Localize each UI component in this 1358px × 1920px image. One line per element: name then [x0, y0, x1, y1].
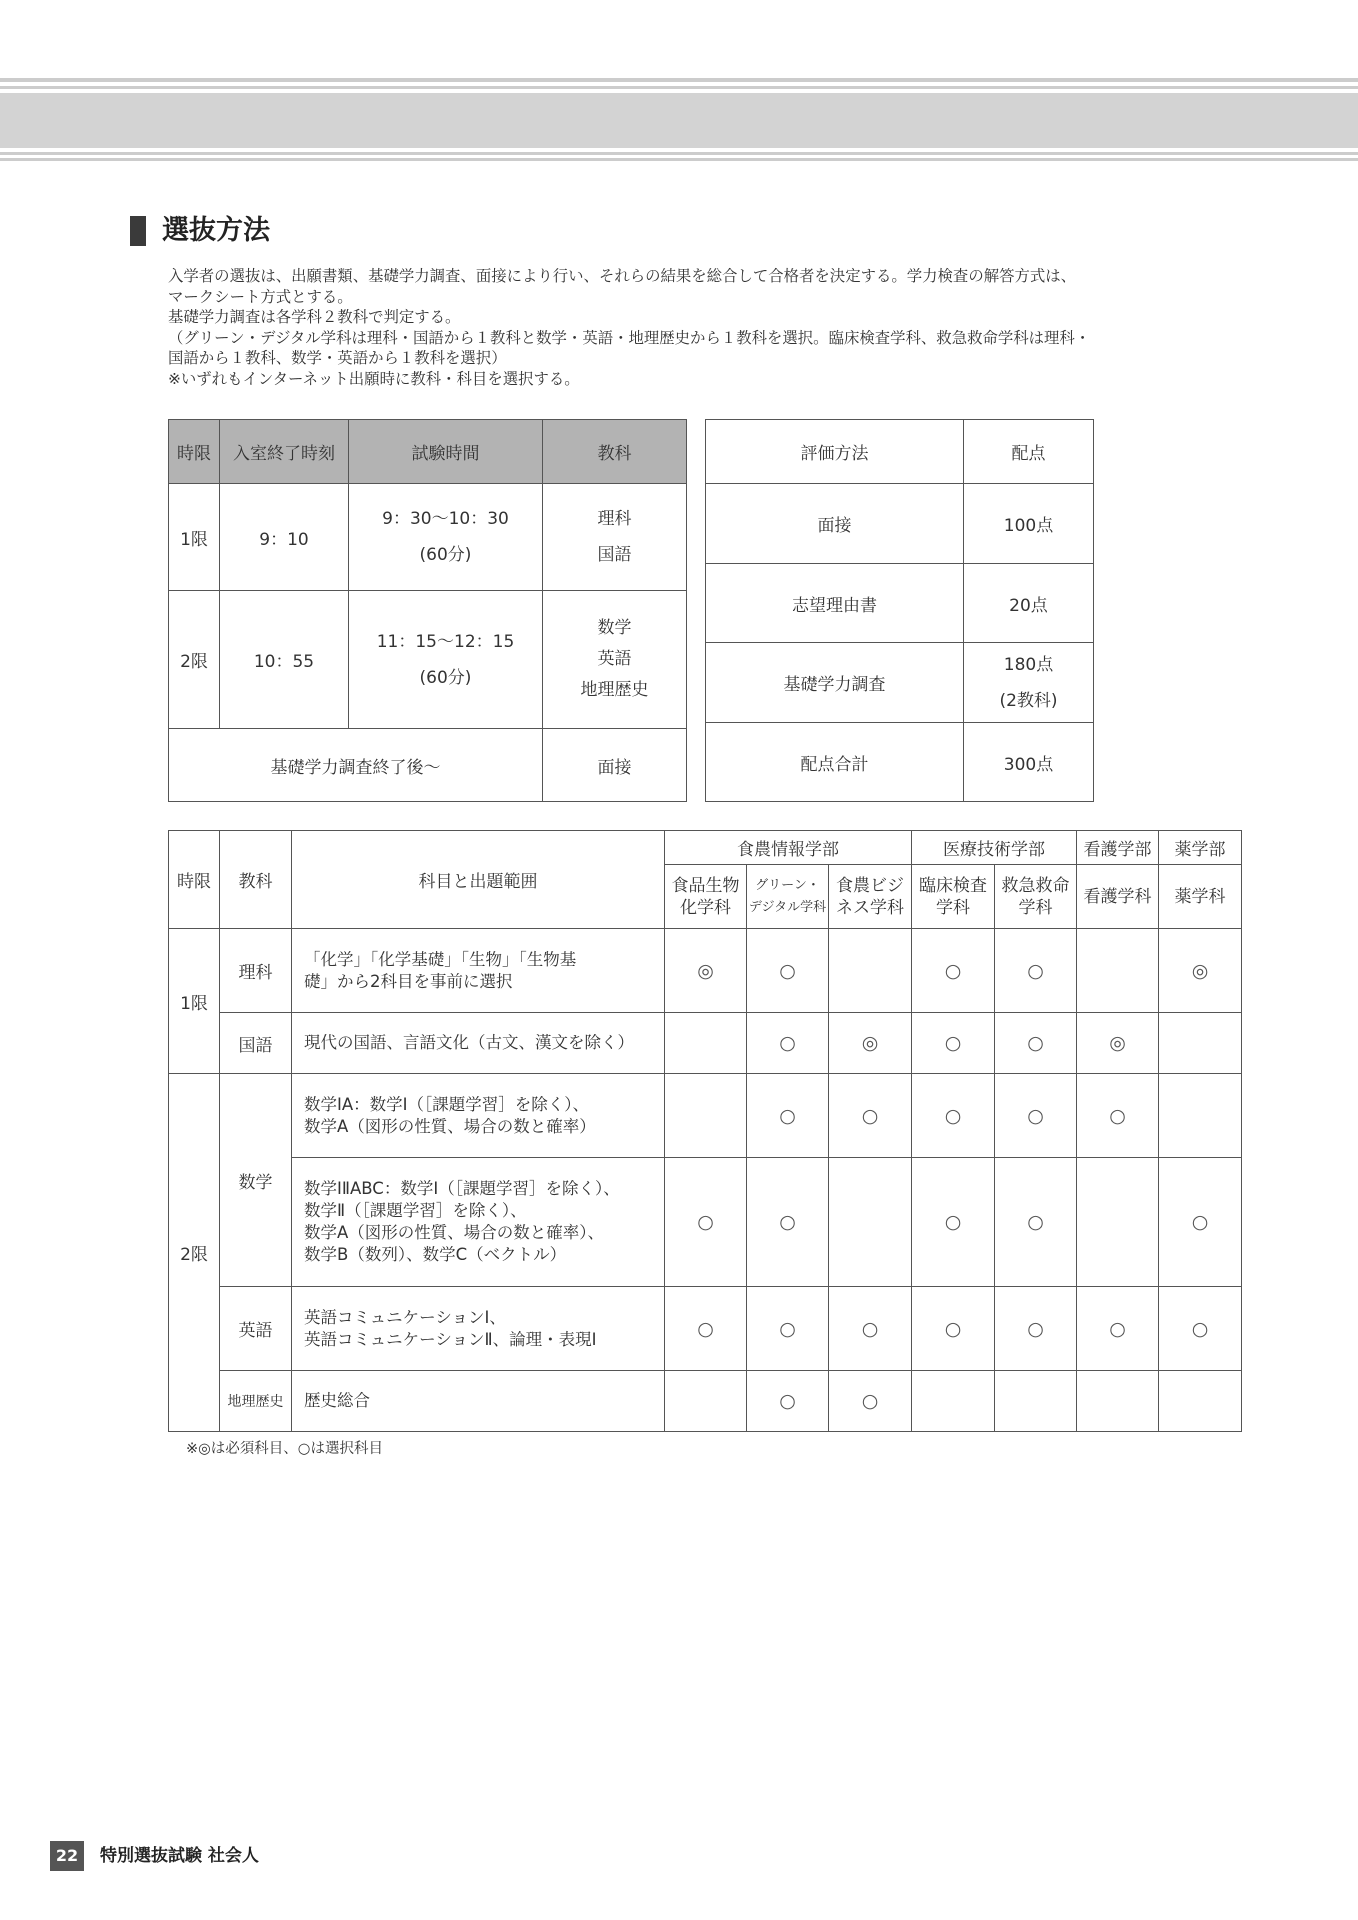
faculty-header: 医療技術学部: [912, 831, 1077, 865]
mark-cell: [665, 1371, 747, 1432]
score-row: [706, 643, 1094, 723]
department-name-line: グリーン・: [755, 877, 820, 893]
department-header: [829, 865, 912, 929]
mark-cell: [829, 1158, 912, 1287]
department-name-line: 食農ビジ: [836, 875, 904, 896]
schedule-header-period: 時限: [169, 420, 220, 484]
mark-cell: [1159, 1074, 1242, 1158]
score-method: 基礎学力調査: [706, 643, 964, 723]
subject-row: [169, 1074, 1242, 1158]
subject-group: 数学: [220, 1074, 292, 1287]
intro-line: （グリーン・デジタル学科は理科・国語から１教科と数学・英語・地理歴史から１教科を選択。臨床検査学科、救急救命学科は理科・: [168, 328, 1091, 347]
intro-line: 入学者の選抜は、出願書類、基礎学力調査、面接により行い、それらの結果を総合して合格者を決定する。学力検査の解答方式は、: [168, 267, 1077, 285]
subject-group: 理科: [220, 929, 292, 1013]
header-band-thin-line: [0, 86, 1358, 89]
department-name-line: ネス学科: [836, 897, 904, 918]
mark-cell: [665, 1013, 747, 1074]
exam-time-range: 11：15〜12：15: [376, 631, 515, 652]
subject-scope: [292, 1013, 665, 1074]
score-table: [705, 419, 1094, 802]
scope-line: 数学ⅠⅡABC：数学Ⅰ（［課題学習］を除く）、: [304, 1179, 620, 1198]
page-number: 22: [50, 1841, 84, 1871]
section-title: 選抜方法: [162, 215, 270, 246]
scope-line: 数学A（図形の性質、場合の数と確率）: [304, 1116, 596, 1136]
subject-group: 英語: [220, 1287, 292, 1371]
mark-cell: ○: [829, 1287, 912, 1371]
mark-cell: ○: [995, 1074, 1077, 1158]
mark-cell: ○: [665, 1158, 747, 1287]
schedule-entry-time: 9：10: [220, 484, 349, 591]
schedule-interview-timing: 基礎学力調査終了後〜: [169, 729, 543, 802]
mark-cell: ○: [1159, 1287, 1242, 1371]
schedule-period: 2限: [169, 591, 220, 729]
intro-line: 基礎学力調査は各学科２教科で判定する。: [168, 308, 461, 326]
department-name-line: 学科: [1018, 897, 1053, 918]
mark-cell: ○: [912, 1013, 995, 1074]
mark-cell: ◎: [665, 929, 747, 1013]
period-label: 1限: [169, 929, 220, 1074]
scope-line: 現代の国語、言語文化（古文、漢文を除く）: [304, 1033, 634, 1052]
score-row: [706, 564, 1094, 643]
period-label: 2限: [169, 1074, 220, 1432]
mark-cell: ○: [829, 1371, 912, 1432]
mark-cell: ○: [1159, 1158, 1242, 1287]
score-points-note: (2教科): [999, 690, 1058, 711]
score-header-points: 配点: [964, 420, 1094, 484]
header-band-bottom-line: [0, 152, 1358, 155]
score-points: 100点: [964, 484, 1094, 564]
subject-scope: [292, 1158, 665, 1287]
department-name-line: 臨床検査: [919, 875, 988, 896]
subject-name: 英語: [597, 649, 632, 669]
schedule-exam-time: [349, 591, 543, 729]
mark-cell: [1077, 1158, 1159, 1287]
schedule-row: [169, 729, 687, 802]
subject-row: [169, 1158, 1242, 1287]
mark-cell: ○: [995, 929, 1077, 1013]
scope-line: 「化学」「化学基礎」「生物」「生物基: [304, 949, 577, 969]
subject-scope: [292, 1371, 665, 1432]
scope-line: 英語コミュニケーションⅡ、論理・表現Ⅰ: [304, 1329, 597, 1349]
mark-cell: ○: [1077, 1074, 1159, 1158]
score-points-value: 180点: [1003, 654, 1054, 675]
mark-cell: ○: [1077, 1287, 1159, 1371]
faculty-header: 看護学部: [1077, 831, 1159, 865]
mark-cell: ○: [912, 1287, 995, 1371]
mark-cell: ◎: [1077, 1013, 1159, 1074]
department-name-line: 救急救命: [1001, 875, 1070, 896]
department-name-line: 学科: [936, 897, 971, 918]
mark-cell: ○: [912, 1158, 995, 1287]
scope-line: 数学B（数列）、数学C（ベクトル）: [304, 1245, 567, 1264]
mark-cell: ○: [995, 1287, 1077, 1371]
schedule-row: [169, 591, 687, 729]
score-method: 配点合計: [706, 723, 964, 802]
mark-cell: ○: [995, 1158, 1077, 1287]
subject-name: 理科: [597, 509, 632, 529]
score-row: [706, 484, 1094, 564]
scope-line: 数学Ⅱ（［課題学習］を除く）、: [304, 1201, 527, 1220]
mark-cell: ○: [912, 1074, 995, 1158]
department-name-line: 食品生物: [671, 875, 740, 896]
score-points: 300点: [964, 723, 1094, 802]
department-header: [1077, 865, 1159, 929]
schedule-subjects: [543, 591, 687, 729]
department-name-line: 化学科: [680, 897, 731, 918]
mark-cell: [995, 1371, 1077, 1432]
mark-cell: [1159, 1013, 1242, 1074]
intro-text: [168, 266, 1248, 389]
scope-line: 数学A（図形の性質、場合の数と確率）、: [304, 1223, 605, 1242]
score-points: 20点: [964, 564, 1094, 643]
header-band: [0, 93, 1358, 148]
mark-cell: ◎: [1159, 929, 1242, 1013]
intro-line: ※いずれもインターネット出願時に教科・科目を選択する。: [168, 369, 580, 388]
schedule-entry-time: 10：55: [220, 591, 349, 729]
department-name-line: 薬学科: [1174, 886, 1226, 907]
subject-group: 地理歴史: [220, 1371, 292, 1432]
subjects-header-subject: 教科: [220, 831, 292, 929]
exam-time-range: 9：30〜10：30: [382, 509, 509, 529]
schedule-subjects: [543, 484, 687, 591]
mark-cell: ○: [912, 929, 995, 1013]
department-header: [665, 865, 747, 929]
mark-cell: ◎: [829, 1013, 912, 1074]
department-header: [1159, 865, 1242, 929]
scope-line: 数学ⅠA：数学Ⅰ（［課題学習］を除く）、: [304, 1094, 590, 1114]
schedule-header-subject: 教科: [543, 420, 687, 484]
mark-cell: [1159, 1371, 1242, 1432]
mark-cell: [912, 1371, 995, 1432]
subjects-table: [168, 830, 1242, 1432]
subject-row: [169, 929, 1242, 1013]
subject-scope: [292, 929, 665, 1013]
mark-cell: ○: [747, 929, 829, 1013]
subject-group: 国語: [220, 1013, 292, 1074]
schedule-header-entry-time: 入室終了時刻: [220, 420, 349, 484]
subject-row: [169, 1287, 1242, 1371]
schedule-table: [168, 419, 687, 802]
mark-cell: ○: [995, 1013, 1077, 1074]
faculty-header: 薬学部: [1159, 831, 1242, 865]
mark-cell: [829, 929, 912, 1013]
scope-line: 英語コミュニケーションⅠ、: [304, 1307, 506, 1327]
subjects-header-scope: 科目と出題範囲: [292, 831, 665, 929]
department-name-line: 看護学科: [1083, 886, 1152, 907]
exam-duration: (60分): [419, 667, 472, 688]
mark-cell: ○: [747, 1013, 829, 1074]
mark-cell: ○: [829, 1074, 912, 1158]
mark-cell: [1077, 1371, 1159, 1432]
mark-cell: ○: [747, 1074, 829, 1158]
score-method: 面接: [706, 484, 964, 564]
department-header: [747, 865, 829, 929]
subject-row: [169, 1371, 1242, 1432]
intro-line: マークシート方式とする。: [168, 287, 353, 306]
header-band-top-line: [0, 78, 1358, 82]
department-header: [912, 865, 995, 929]
intro-line: 国語から１教科、数学・英語から１教科を選択）: [168, 349, 507, 367]
subject-name: 国語: [597, 545, 632, 565]
subject-row: [169, 1013, 1242, 1074]
mark-cell: [665, 1074, 747, 1158]
schedule-period: 1限: [169, 484, 220, 591]
heading-marker: [130, 216, 146, 246]
score-row: [706, 723, 1094, 802]
subject-name: 地理歴史: [580, 680, 649, 700]
score-points: [964, 643, 1094, 723]
mark-cell: ○: [665, 1287, 747, 1371]
subject-scope: [292, 1074, 665, 1158]
mark-cell: ○: [747, 1158, 829, 1287]
subject-name: 数学: [597, 618, 632, 638]
subjects-header-period: 時限: [169, 831, 220, 929]
mark-cell: ○: [747, 1287, 829, 1371]
exam-duration: (60分): [419, 545, 472, 565]
mark-cell: [1077, 929, 1159, 1013]
faculty-header: 食農情報学部: [665, 831, 912, 865]
schedule-exam-time: [349, 484, 543, 591]
score-header-method: 評価方法: [706, 420, 964, 484]
subject-scope: [292, 1287, 665, 1371]
schedule-row: [169, 484, 687, 591]
footer-title: 特別選抜試験 社会人: [100, 1846, 259, 1866]
department-header: [995, 865, 1077, 929]
header-band-bottom-line-2: [0, 158, 1358, 161]
schedule-header-exam-time: 試験時間: [349, 420, 543, 484]
subjects-footnote: ※◎は必須科目、○は選択科目: [186, 1441, 383, 1457]
schedule-interview: 面接: [543, 729, 687, 802]
department-name-line: デジタル学科: [748, 899, 827, 915]
score-method: 志望理由書: [706, 564, 964, 643]
mark-cell: ○: [747, 1371, 829, 1432]
scope-line: 礎」から2科目を事前に選択: [304, 971, 513, 991]
scope-line: 歴史総合: [304, 1391, 370, 1410]
